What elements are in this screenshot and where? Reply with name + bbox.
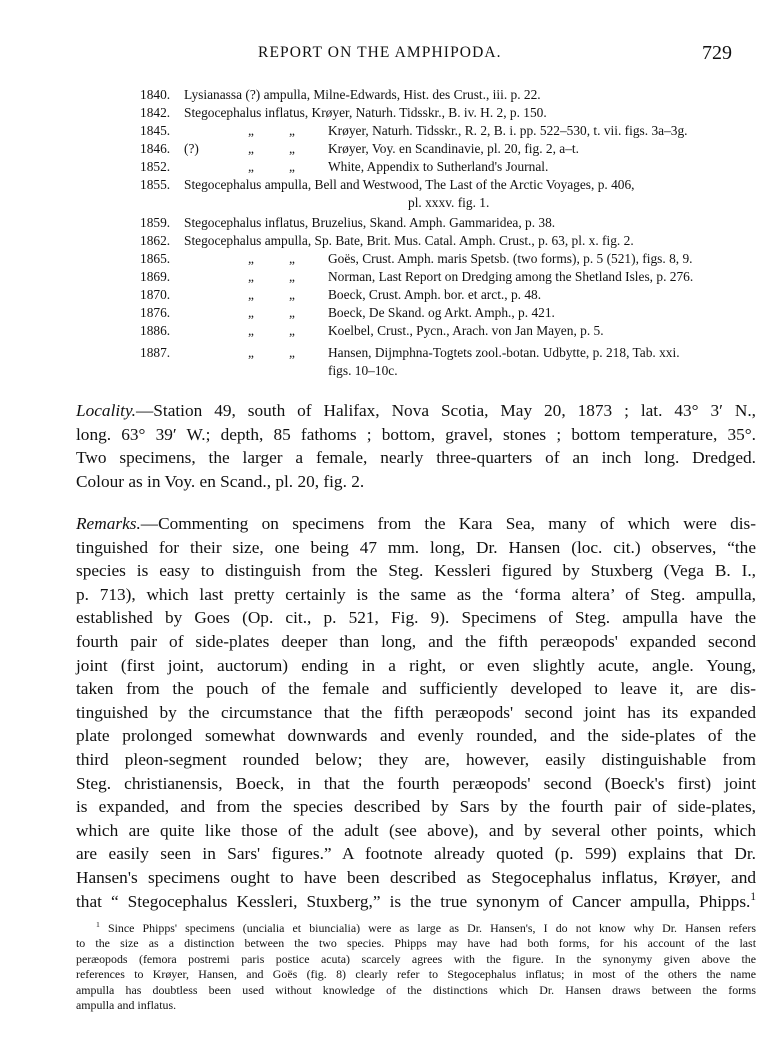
paragraph-line: tinguished for their size, one being 47 mm. long, Dr. Hansen (loc. cit.) observes, “the <box>76 537 756 557</box>
synonymy-year: 1845. <box>140 123 171 138</box>
ditto-mark: „ <box>289 123 295 138</box>
synonymy-year: 1886. <box>140 323 171 338</box>
footnote-line: to the size as a distinction between the two species. Phipps may have had both forms, for his account of the last <box>76 936 756 951</box>
synonymy-entry <box>140 286 740 304</box>
ditto-mark: „ <box>289 345 295 360</box>
footnote-line: $^1$ Since Phipps' specimens (uncialia et biuncialia) were as large as Dr. Hansen's, I do not know why Dr. Hansen refers <box>96 920 756 935</box>
synonymy-citation: Norman, Last Report on Dredging among the Shetland Isles, p. 276. <box>328 269 694 284</box>
ditto-mark: „ <box>248 123 254 138</box>
ditto-mark: „ <box>248 345 254 360</box>
synonymy-year: 1840. <box>140 87 171 102</box>
synonymy-citation: Boeck, Crust. Amph. bor. et arct., p. 48. <box>328 287 542 302</box>
ditto-mark: „ <box>289 159 295 174</box>
synonymy-year: 1887. <box>140 345 171 360</box>
synonymy-citation: White, Appendix to Sutherland's Journal. <box>328 159 549 174</box>
footnote-reference: 1 <box>750 890 756 903</box>
synonymy-citation: Stegocephalus inflatus, Bruzelius, Skand. Amph. Gammaridea, p. 38. <box>184 215 556 230</box>
paragraph-line: Steg. christianensis, Boeck, in that the fourth peræopods' second (Boeck's first) joint <box>76 773 756 793</box>
ditto-mark: „ <box>248 251 254 266</box>
paragraph-line: that “ Stegocephalus Kessleri, Stuxberg,” is the true synonym of Cancer ampulla, Phipps.$^1$ <box>76 890 756 911</box>
synonymy-entry <box>140 214 740 232</box>
synonymy-citation: Boeck, De Skand. og Arkt. Amph., p. 421. <box>328 305 555 320</box>
synonymy-entry <box>140 344 740 378</box>
ditto-mark: „ <box>248 159 254 174</box>
synonymy-entry <box>140 232 740 250</box>
synonymy-entry <box>140 86 740 104</box>
ditto-mark: „ <box>289 141 295 156</box>
synonymy-year: 1870. <box>140 287 171 302</box>
paragraph-line: Remarks.—Commenting on specimens from the Kara Sea, many of which were dis- <box>76 514 756 533</box>
synonymy-continuation: figs. 10–10c. <box>328 363 398 378</box>
footnote-line: peræopods (femora postremi paris postice acuta) scarcely agrees with the figure. In the synonymy given above the <box>76 951 756 966</box>
ditto-mark: „ <box>289 269 295 284</box>
synonymy-citation: Goës, Crust. Amph. maris Spetsb. (two forms), p. 5 (521), figs. 8, 9. <box>328 251 693 266</box>
paragraph-line: which are quite like those of the adult (see above), and by several other points, which <box>76 820 756 840</box>
running-title: REPORT ON THE AMPHIPODA. <box>258 44 502 61</box>
synonymy-citation: Lysianassa (?) ampulla, Milne-Edwards, Hist. des Crust., iii. p. 22. <box>184 87 541 102</box>
remarks-label: Remarks. <box>76 514 141 533</box>
synonymy-year: 1859. <box>140 215 171 230</box>
synonymy-continuation: pl. xxxv. fig. 1. <box>408 195 490 210</box>
synonymy-entry <box>140 304 740 322</box>
paragraph-line: tinguished by the circumstance that the fifth peræopods' second joint has its expanded <box>76 702 756 722</box>
paragraph-line: Colour as in Voy. en Scand., pl. 20, fig. 2. <box>76 471 365 491</box>
synonymy-entry <box>140 250 740 268</box>
paragraph-line: joint (first joint, auctorum) ending in a right, or even slightly acute, angle. Young, <box>76 655 756 675</box>
synonymy-citation: Hansen, Dijmphna-Togtets zool.-botan. Udbytte, p. 218, Tab. xxi. <box>328 345 680 360</box>
page-header <box>0 44 776 68</box>
synonymy-entry <box>140 158 740 176</box>
synonymy-year: 1862. <box>140 233 171 248</box>
page-number: 729 <box>702 42 732 64</box>
paragraph-line: are easily seen in Sars' figures.” A footnote already quoted (p. 599) explains that Dr. <box>76 844 756 864</box>
ditto-mark: „ <box>248 269 254 284</box>
query-mark: (?) <box>184 141 199 156</box>
synonymy-citation: Stegocephalus ampulla, Sp. Bate, Brit. Mus. Catal. Amph. Crust., p. 63, pl. x. fig. 2. <box>184 233 634 248</box>
paragraph-line: p. 713), which last pretty certainly is the same as the ‘forma altera’ of Steg. ampulla, <box>76 584 756 604</box>
synonymy-citation: Krøyer, Voy. en Scandinavie, pl. 20, fig. 2, a–t. <box>328 141 579 156</box>
paragraph-line: fourth pair of side-plates deeper than long, and the fifth peræopods' expanded second <box>76 631 756 651</box>
ditto-mark: „ <box>289 323 295 338</box>
synonymy-year: 1855. <box>140 177 171 192</box>
paragraph-line: long. 63° 39′ W.; depth, 85 fathoms ; bottom, gravel, stones ; bottom temperature, 35°. <box>76 424 756 444</box>
synonymy-year: 1842. <box>140 105 171 120</box>
paragraph-line: Locality.—Station 49, south of Halifax, Nova Scotia, May 20, 1873 ; lat. 43° 3′ N., <box>76 401 756 420</box>
ditto-mark: „ <box>248 287 254 302</box>
synonymy-year: 1869. <box>140 269 171 284</box>
footnote-line: ampulla has doubtless been used without knowledge of the distinctions which Dr. Hansen draws between the forms <box>76 982 756 997</box>
locality-label: Locality. <box>76 401 137 420</box>
synonymy-citation: Stegocephalus inflatus, Krøyer, Naturh. Tidsskr., B. iv. H. 2, p. 150. <box>184 105 547 120</box>
synonymy-year: 1865. <box>140 251 171 266</box>
synonymy-citation: Krøyer, Naturh. Tidsskr., R. 2, B. i. pp. 522–530, t. vii. figs. 3a–3g. <box>328 123 688 138</box>
paragraph-line: taken from the pouch of the female and sufficiently developed to leave it, are dis- <box>76 679 756 699</box>
ditto-mark: „ <box>289 251 295 266</box>
synonymy-year: 1846. <box>140 141 171 156</box>
paragraph-line: species is easy to distinguish from the Steg. Kessleri figured by Stuxberg (Vega B. I., <box>76 561 756 581</box>
paragraph-line: established by Goes (Op. cit., p. 521, Fig. 9). Specimens of Steg. ampulla have the <box>76 608 756 628</box>
ditto-mark: „ <box>289 287 295 302</box>
synonymy-year: 1876. <box>140 305 171 320</box>
synonymy-entry <box>140 140 740 158</box>
ditto-mark: „ <box>248 305 254 320</box>
paragraph-line: third pleon-segment rounded below; they are, however, easily distinguishable from <box>76 749 756 769</box>
synonymy-citation: Stegocephalus ampulla, Bell and Westwood, The Last of the Arctic Voyages, p. 406, <box>184 177 635 192</box>
synonymy-entry <box>140 268 740 286</box>
paragraph-line: is expanded, and from the species described by Sars by the fourth pair of side-plates, <box>76 797 756 817</box>
synonymy-entry <box>140 122 740 140</box>
paragraph-line: Two specimens, the larger a female, nearly three-quarters of an inch long. Dredged. <box>76 448 756 468</box>
locality-paragraph <box>76 399 756 493</box>
ditto-mark: „ <box>289 305 295 320</box>
synonymy-entry <box>140 176 740 210</box>
footnote-line: ampulla and inflatus. <box>76 997 177 1012</box>
footnote <box>76 921 756 1013</box>
footnote-marker: 1 <box>96 920 100 930</box>
remarks-paragraph <box>76 512 756 913</box>
synonymy-citation: Koelbel, Crust., Pycn., Arach. von Jan Mayen, p. 5. <box>328 323 604 338</box>
synonymy-entry <box>140 104 740 122</box>
ditto-mark: „ <box>248 141 254 156</box>
footnote-line: references to Krøyer, Hansen, and Goës (fig. 8) clearly refer to Stegocephalus inflatus; in most of the others the name <box>76 967 756 982</box>
paragraph-line: plate prolonged somewhat downwards and evenly rounded, and the side-plates of the <box>76 726 756 746</box>
synonymy-year: 1852. <box>140 159 171 174</box>
ditto-mark: „ <box>248 323 254 338</box>
paragraph-line: Hansen's specimens ought to have been described as Stegocephalus inflatus, Krøyer, and <box>76 867 756 887</box>
synonymy-entry <box>140 322 740 340</box>
